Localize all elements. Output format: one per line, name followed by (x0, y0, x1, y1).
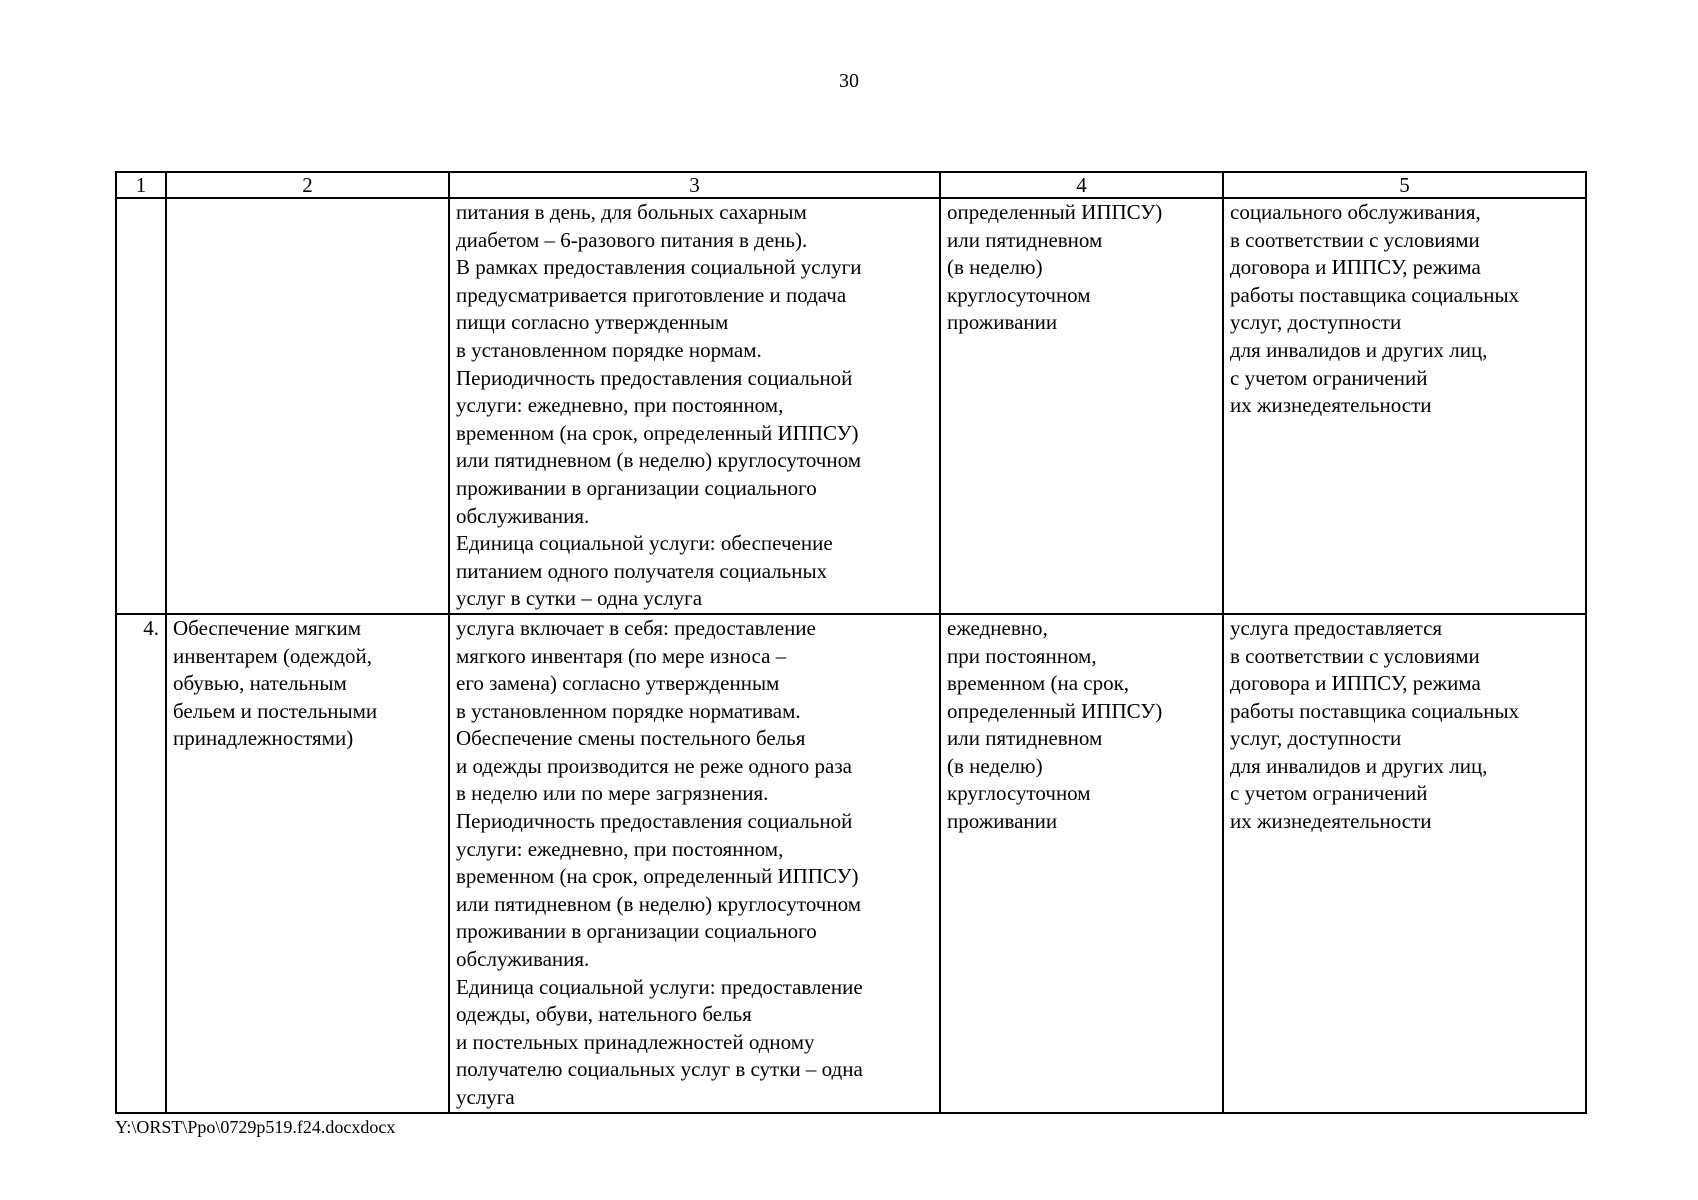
cell-text-line: в соответствии с условиями (1230, 227, 1480, 252)
cell-text-line: обслуживания. (456, 947, 590, 972)
cell-text-line: предусматривается приготовление и подача (456, 282, 847, 307)
cell-text-line: проживании в организации социального (456, 919, 817, 944)
cell-text-line: договора и ИППСУ, режима (1230, 255, 1481, 280)
cell-text-line: в неделю или по мере загрязнения. (456, 781, 769, 806)
cell-text-line: Единица социальной услуги: обеспечение (456, 531, 833, 556)
cell-text-line: социального обслуживания, (1230, 200, 1481, 224)
header-col-4: 4 (940, 172, 1223, 198)
page-number: 30 (839, 70, 859, 92)
cell-text-line: мягкого инвентаря (по мере износа – (456, 643, 787, 668)
cell-text-line: питанием одного получателя социальных (456, 558, 828, 583)
service-terms-cell (940, 614, 1223, 1113)
cell-text-line: проживании (947, 310, 1058, 335)
cell-text-line: или пятидневном (947, 227, 1103, 252)
cell-text-line: обувью, нательным (173, 671, 347, 696)
header-col-2: 2 (166, 172, 449, 198)
cell-text-line: Обеспечение смены постельного белья (456, 726, 806, 751)
cell-text-line: или пятидневном (в неделю) круглосуточном (456, 891, 861, 916)
cell-text-line: круглосуточном (947, 282, 1091, 307)
cell-text-line: временном (на срок, (947, 671, 1130, 696)
header-col-1: 1 (116, 172, 166, 198)
cell-text-line: Периодичность предоставления социальной (456, 365, 853, 390)
cell-text-line: их жизнедеятельности (1230, 393, 1432, 418)
cell-text-line: (в неделю) (947, 753, 1043, 778)
service-conditions-cell (1223, 198, 1586, 614)
cell-text-line: с учетом ограничений (1230, 365, 1428, 390)
cell-text-line: (в неделю) (947, 255, 1043, 280)
service-description-cell (449, 198, 940, 614)
cell-text-line: с учетом ограничений (1230, 781, 1428, 806)
cell-text-line: бельем и постельными (173, 698, 378, 723)
cell-text-line: услуг, доступности (1230, 310, 1402, 335)
cell-text-line: проживании в организации социального (456, 475, 817, 500)
cell-text-line: его замена) согласно утвержденным (456, 671, 780, 696)
service-terms-cell (940, 198, 1223, 614)
cell-text-line: одежды, обуви, нательного белья (456, 1002, 752, 1027)
cell-text-line: ежедневно, (947, 615, 1048, 640)
cell-text-line: услуги: ежедневно, при постоянном, (456, 836, 784, 861)
cell-text-line: получателю социальных услуг в сутки – одна (456, 1057, 863, 1082)
service-conditions-cell (1223, 614, 1586, 1113)
service-name-cell (166, 198, 449, 614)
row-number-cell: 4. (116, 614, 166, 1113)
cell-text-line: услуги: ежедневно, при постоянном, (456, 393, 784, 418)
cell-text-line: или пятидневном (947, 726, 1103, 751)
cell-text-line: определенный ИППСУ) (947, 200, 1163, 224)
header-row (116, 172, 1586, 198)
cell-text-line: Единица социальной услуги: предоставление (456, 974, 863, 999)
table-row (116, 198, 1586, 614)
header-col-3: 3 (449, 172, 940, 198)
row-number-cell (116, 198, 166, 614)
services-table (115, 171, 1587, 1114)
cell-text-line: услуга предоставляется (1230, 615, 1443, 640)
cell-text-line: временном (на срок, определенный ИППСУ) (456, 864, 859, 889)
cell-text-line: проживании (947, 809, 1058, 834)
cell-text-line: услуга включает в себя: предоставление (456, 615, 816, 640)
cell-text-line: для инвалидов и других лиц, (1230, 337, 1488, 362)
cell-text-line: или пятидневном (в неделю) круглосуточном (456, 448, 861, 473)
service-name-cell (166, 614, 449, 1113)
cell-text-line: для инвалидов и других лиц, (1230, 753, 1488, 778)
cell-text-line: инвентарем (одеждой, (173, 643, 373, 668)
cell-text-line: диабетом – 6-разового питания в день). (456, 227, 808, 252)
cell-text-line: круглосуточном (947, 781, 1091, 806)
table-row (116, 614, 1586, 1113)
cell-text-line: при постоянном, (947, 643, 1097, 668)
cell-text-line: определенный ИППСУ) (947, 698, 1163, 723)
cell-text-line: в установленном порядке нормам. (456, 337, 762, 362)
cell-text-line: пищи согласно утвержденным (456, 310, 729, 335)
cell-text-line: временном (на срок, определенный ИППСУ) (456, 420, 859, 445)
cell-text-line: Периодичность предоставления социальной (456, 809, 853, 834)
cell-text-line: в соответствии с условиями (1230, 643, 1480, 668)
cell-text-line: услуг в сутки – одна услуга (456, 586, 703, 611)
cell-text-line: и одежды производится не реже одного раза (456, 753, 852, 778)
cell-text-line: услуга (456, 1085, 515, 1109)
cell-text-line: В рамках предоставления социальной услуги (456, 255, 862, 280)
cell-text-line: Обеспечение мягким (173, 615, 361, 640)
cell-text-line: работы поставщика социальных (1230, 698, 1520, 723)
cell-text-line: работы поставщика социальных (1230, 282, 1520, 307)
file-path-footer: Y:\ORST\Ppo\0729p519.f24.docxdocx (115, 1117, 396, 1137)
cell-text-line: принадлежностями) (173, 726, 354, 751)
service-description-cell (449, 614, 940, 1113)
header-col-5: 5 (1223, 172, 1586, 198)
cell-text-line: в установленном порядке нормативам. (456, 698, 801, 723)
cell-text-line: питания в день, для больных сахарным (456, 200, 807, 224)
cell-text-line: их жизнедеятельности (1230, 809, 1432, 834)
cell-text-line: и постельных принадлежностей одному (456, 1029, 815, 1054)
cell-text-line: обслуживания. (456, 503, 590, 528)
cell-text-line: услуг, доступности (1230, 726, 1402, 751)
cell-text-line: договора и ИППСУ, режима (1230, 671, 1481, 696)
